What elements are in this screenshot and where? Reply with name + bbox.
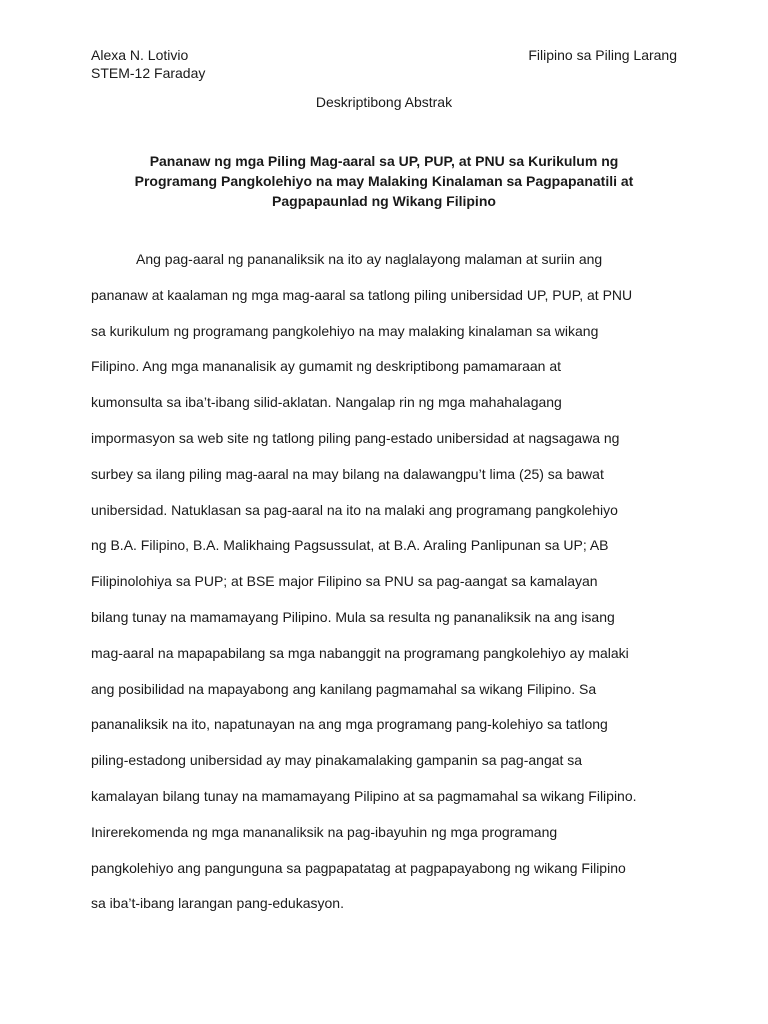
abstract-line: kumonsulta sa iba’t-ibang silid-aklatan. Nangalap rin ng mga mahahalagang [91, 394, 562, 411]
abstract-line: Inirerekomenda ng mga mananaliksik na pag-ibayuhin ng mga programang [91, 823, 558, 840]
abstract-line: ng B.A. Filipino, B.A. Malikhaing Pagsussulat, at B.A. Araling Panlipunan sa UP; AB [91, 537, 609, 554]
subject-label: Filipino sa Piling Larang [528, 47, 677, 63]
paper-title-line: Pananaw ng mga Piling Mag-aaral sa UP, PUP, at PNU sa Kurikulum ng [149, 153, 619, 169]
abstract-line: pananaw at kaalaman ng mga mag-aaral sa tatlong piling unibersidad UP, PUP, at PNU [91, 286, 633, 303]
abstract-line: Filipino. Ang mga mananalisik ay gumamit ng deskriptibong pamamaraan at [91, 358, 562, 375]
author-block [91, 46, 205, 82]
abstract-line: kamalayan bilang tunay na mamamayang Pilipino at sa pagmamahal sa wikang Filipino. [91, 787, 637, 804]
abstract-line: mag-aaral na mapapabilang sa mga nabanggit na programang pangkolehiyo ay malaki [91, 644, 629, 661]
abstract-line: bilang tunay na mamamayang Pilipino. Mula sa resulta ng pananaliksik na ang isang [91, 608, 615, 625]
author-name: Alexa N. Lotivio [91, 47, 189, 63]
abstract-line: ang posibilidad na mapayabong ang kanilang pagmamahal sa wikang Filipino. Sa [91, 680, 597, 697]
author-section: STEM-12 Faraday [91, 65, 206, 81]
paper-title [91, 151, 677, 211]
paper-title-line: Pagpapaunlad ng Wikang Filipino [272, 193, 496, 209]
abstract-line: pangkolehiyo ang pangunguna sa pagpapatatag at pagpapayabong ng wikang Filipino [91, 859, 626, 876]
abstract-body [91, 250, 691, 930]
abstract-line: piling-estadong unibersidad ay may pinakamalaking gampanin sa pag-angat sa [91, 752, 583, 769]
abstract-line: unibersidad. Natuklasan sa pag-aaral na ito na malaki ang programang pangkolehiyo [91, 501, 618, 518]
document-type-heading: Deskriptibong Abstrak [315, 94, 453, 110]
abstract-line: Filipinolohiya sa PUP; at BSE major Filipino sa PNU sa pag-aangat sa kamalayan [91, 573, 598, 590]
paper-title-line: Programang Pangkolehiyo na may Malaking Kinalaman sa Pagpapanatili at [134, 173, 634, 189]
abstract-line: sa kurikulum ng programang pangkolehiyo na may malaking kinalaman sa wikang [91, 322, 599, 339]
abstract-line: Ang pag-aaral ng pananaliksik na ito ay naglalayong malaman at suriin ang [136, 251, 603, 267]
abstract-line: pananaliksik na ito, napatunayan na ang mga programang pang-kolehiyo sa tatlong [91, 716, 608, 733]
abstract-line: sa iba’t-ibang larangan pang-edukasyon. [91, 895, 344, 912]
abstract-line: impormasyon sa web site ng tatlong piling pang-estado unibersidad at nagsagawa ng [91, 429, 620, 446]
abstract-line: surbey sa ilang piling mag-aaral na may bilang na dalawangpu’t lima (25) sa bawat [91, 465, 604, 482]
